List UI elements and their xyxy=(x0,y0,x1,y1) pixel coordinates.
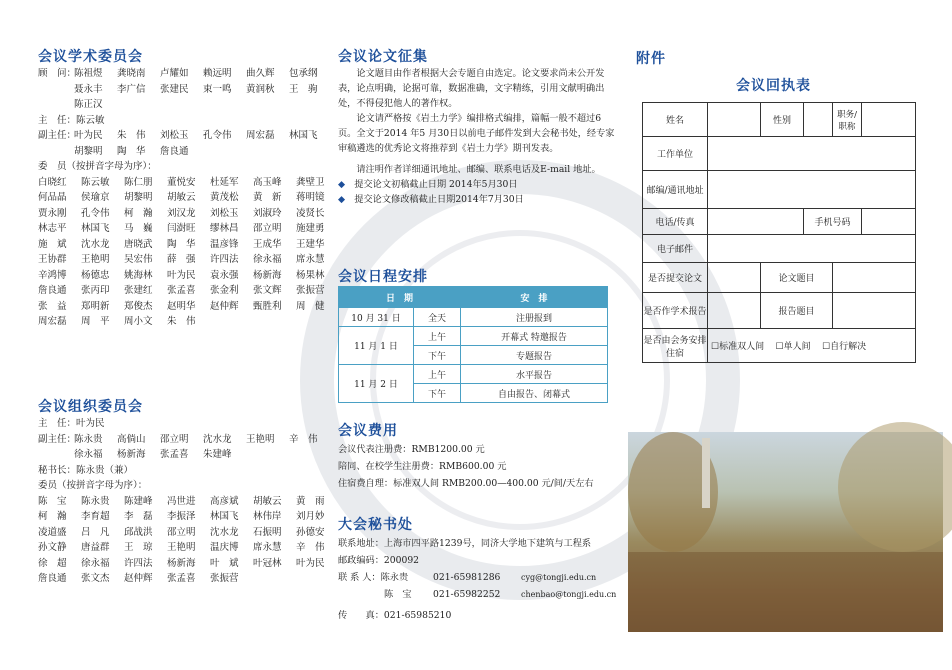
committee-member-name: 姚海林 xyxy=(124,269,153,281)
committee-member-name: 张孟喜 xyxy=(167,573,196,584)
committee-member-name: 陶 华 xyxy=(167,238,196,250)
committee-member-name: 沈水龙 xyxy=(210,526,239,538)
schedule-plan: 水平报告 xyxy=(461,365,608,384)
committee-member-name: 林伟岸 xyxy=(253,511,282,522)
form-label: 是否由会务安排住宿 xyxy=(643,329,708,363)
committee-member-name: 陈正汉 xyxy=(74,99,103,110)
form-field-position[interactable] xyxy=(862,103,916,137)
committee-role-label: 顾 问： xyxy=(38,68,77,79)
committee-role-label: 副主任： xyxy=(38,433,77,445)
committee-member-name: 黄 新 xyxy=(253,192,282,203)
committee-member-name: 陈建峰 xyxy=(124,495,153,507)
diamond-bullet-icon: ◆ xyxy=(338,179,346,190)
papers-paragraph: 请注明作者详细通讯地址、邮编、联系电话及E-mail 地址。 xyxy=(338,164,601,175)
committee-member-name: 刘淑玲 xyxy=(253,207,282,219)
committee-member-name: 卢耀如 xyxy=(160,68,189,79)
committee-member-name: 赵仲辉 xyxy=(210,300,239,312)
committee-role-value: 陈云敏 xyxy=(76,114,105,126)
schedule-header-date: 日 期 xyxy=(339,287,461,308)
committee-member-name: 黄润秋 xyxy=(246,83,275,95)
papers-paragraph: 论文题目由作者根据大会专题自由选定。论文要求尚未公开发表，论点明确，论据可靠，数据准确，文字精练，引用文献明确出处，不得侵犯他人的著作权。 xyxy=(338,68,605,109)
committee-role-value: 陈永贵（兼） xyxy=(76,464,134,476)
schedule-plan: 开幕式 特邀报告 xyxy=(461,327,608,346)
committee-member-name: 徐永福 xyxy=(253,254,282,265)
committee-member-name: 张振营 xyxy=(210,573,239,584)
committee-member-name: 张文辉 xyxy=(253,285,282,296)
committee-member-name: 胡敏云 xyxy=(253,495,282,507)
committee-member-name: 刘月妙 xyxy=(296,511,325,522)
committee-member-name: 詹良通 xyxy=(38,573,67,584)
committee-member-name: 叶为民 xyxy=(167,269,196,281)
committee-role-label xyxy=(38,82,74,98)
committee-member-name: 唐益群 xyxy=(81,542,110,553)
committee-member-name: 周 健 xyxy=(296,300,325,312)
committee-member-name: 袁永强 xyxy=(210,269,239,281)
committee-member-name: 林志平 xyxy=(38,223,67,234)
committee-member-name: 王成华 xyxy=(253,238,282,250)
committee-member-name: 周小文 xyxy=(124,316,153,327)
deadline-item: ◆ 提交论文初稿截止日期 2014年5月30日 xyxy=(338,179,518,190)
committee-member-name: 许四法 xyxy=(124,557,153,569)
papers-body xyxy=(338,66,616,207)
committee-member-name: 孙文静 xyxy=(38,542,67,553)
form-label: 是否作学术报告 xyxy=(643,293,708,329)
committee-line xyxy=(38,159,339,175)
schedule-plan: 注册报到 xyxy=(461,308,608,327)
committee-member-name: 甄胜利 xyxy=(253,300,282,312)
committee-member-name: 邱战洪 xyxy=(124,526,153,538)
committee-member-name: 郑俊杰 xyxy=(124,300,153,312)
committee-role-label xyxy=(38,447,74,463)
org-committee-body xyxy=(38,416,339,587)
deadline-item: ◆ 提交论文修改稿截止日期2014年7月30日 xyxy=(338,194,524,205)
contact-row: 联 系 人：陈永贵 021-65981286 cyg@tongji.edu.cn xyxy=(338,572,597,583)
form-field-report-title[interactable] xyxy=(833,293,916,329)
committee-member-name: 施建勇 xyxy=(296,223,325,234)
committee-member-name: 赵明华 xyxy=(167,300,196,312)
schedule-session: 上午 xyxy=(414,365,461,384)
name-row xyxy=(38,206,339,222)
committee-member-name: 曲久辉 xyxy=(246,68,275,79)
name-row xyxy=(38,571,339,587)
committee-member-name: 束一鸣 xyxy=(203,83,232,95)
committee-member-name: 凌贤长 xyxy=(296,207,325,219)
name-row xyxy=(38,283,339,299)
name-row xyxy=(38,221,339,237)
committee-member-name: 沈水龙 xyxy=(203,433,232,445)
committee-member-name: 郑明新 xyxy=(81,300,110,312)
form-field-name[interactable] xyxy=(708,103,761,137)
committee-member-name: 席永慧 xyxy=(253,542,282,553)
committee-member-name: 陈 宝 xyxy=(38,495,67,507)
schedule-date: 11 月 2 日 xyxy=(339,365,414,403)
committee-member-name: 辛鸿博 xyxy=(38,269,67,281)
committee-member-name: 王艳明 xyxy=(167,542,196,553)
org-committee-title: 会议组织委员会 xyxy=(38,399,143,415)
diamond-bullet-icon: ◆ xyxy=(338,194,346,205)
committee-member-name: 杨果林 xyxy=(296,269,325,281)
committee-role-value: 叶为民 xyxy=(76,418,105,429)
committee-member-name: 林国飞 xyxy=(210,511,239,522)
committee-line xyxy=(38,463,339,479)
committee-member-name: 周宏磊 xyxy=(246,130,275,141)
committee-member-name: 詹良通 xyxy=(160,145,189,157)
fee-line: 会议代表注册费：RMB1200.00 元 xyxy=(338,444,485,455)
committee-member-name: 叶冠林 xyxy=(253,557,282,569)
committee-member-name: 侯瑜京 xyxy=(81,192,110,203)
reply-form xyxy=(642,102,916,363)
form-field-gender[interactable] xyxy=(804,103,833,137)
committee-member-name: 王 琼 xyxy=(124,542,153,553)
committee-member-name: 何品晶 xyxy=(38,192,67,203)
committee-member-name: 赖远明 xyxy=(203,68,232,79)
committee-member-name: 王协群 xyxy=(38,254,67,265)
papers-title: 会议论文征集 xyxy=(338,49,428,65)
campus-photo xyxy=(628,432,943,632)
committee-member-name: 杨新海 xyxy=(253,269,282,281)
form-field-submit[interactable] xyxy=(708,263,761,293)
schedule-session: 下午 xyxy=(414,346,461,365)
committee-member-name: 龚晓南 xyxy=(117,68,146,79)
committee-line xyxy=(38,478,339,494)
committee-member-name: 张建红 xyxy=(124,285,153,296)
committee-member-name: 温彦锋 xyxy=(210,238,239,250)
name-row xyxy=(38,190,339,206)
name-row xyxy=(38,97,339,113)
form-label: 手机号码 xyxy=(804,209,862,235)
committee-member-name: 孔令伟 xyxy=(81,207,110,219)
committee-member-name: 李 磊 xyxy=(124,511,153,522)
committee-member-name: 薛 强 xyxy=(167,254,196,265)
committee-member-name: 聂永丰 xyxy=(74,83,103,95)
name-row xyxy=(38,540,339,556)
name-row xyxy=(38,237,339,253)
schedule-plan: 专题报告 xyxy=(461,346,608,365)
committee-member-name: 杜延军 xyxy=(210,176,239,188)
committee-member-name: 陈云敏 xyxy=(81,176,110,188)
committee-member-name: 李振泽 xyxy=(167,511,196,522)
committee-member-name: 温庆博 xyxy=(210,542,239,553)
form-field-email[interactable] xyxy=(708,235,916,263)
committee-role-label: 委员（按拼音字母为序）： xyxy=(38,480,148,491)
committee-line xyxy=(38,113,339,129)
committee-member-name: 刘松玉 xyxy=(160,130,189,141)
committee-member-name: 叶为民 xyxy=(296,557,325,569)
committee-member-name: 邵立明 xyxy=(160,433,189,445)
name-row xyxy=(38,252,339,268)
name-row xyxy=(38,509,339,525)
committee-role-label xyxy=(38,144,74,160)
committee-member-name: 凌道盛 xyxy=(38,526,67,538)
form-label: 工作单位 xyxy=(643,137,708,171)
committee-member-name: 王 驹 xyxy=(289,83,318,95)
committee-member-name: 王建华 xyxy=(296,238,325,250)
form-label: 性别 xyxy=(761,103,804,137)
committee-member-name: 闫澍旺 xyxy=(167,223,196,234)
committee-member-name: 张 益 xyxy=(38,300,67,312)
committee-member-name: 叶 斌 xyxy=(210,557,239,569)
committee-member-name: 柯 瀚 xyxy=(38,511,67,522)
form-label: 论文题目 xyxy=(761,263,833,293)
committee-role-label xyxy=(38,97,74,113)
committee-member-name: 刘松玉 xyxy=(210,207,239,219)
fees-title: 会议费用 xyxy=(338,423,398,439)
name-row xyxy=(38,556,339,572)
committee-member-name: 黄茂松 xyxy=(210,192,239,203)
committee-member-name: 杨新海 xyxy=(167,557,196,569)
committee-member-name: 辛 伟 xyxy=(289,433,318,445)
checkbox-icon xyxy=(711,342,719,352)
committee-member-name: 朱 伟 xyxy=(117,130,146,141)
name-row xyxy=(38,314,339,330)
academic-committee-body xyxy=(38,66,339,330)
committee-member-name: 张文杰 xyxy=(81,573,110,584)
committee-member-name: 邵立明 xyxy=(167,526,196,538)
committee-member-name: 辛 伟 xyxy=(296,542,325,553)
form-field-paper-title[interactable] xyxy=(833,263,916,293)
committee-member-name: 马 巍 xyxy=(124,223,153,234)
committee-role-label: 秘书长： xyxy=(38,464,77,476)
checkbox-icon xyxy=(776,342,784,352)
fee-line: 住宿费自理：标准双人间 RMB200.00—400.00 元/间/天左右 xyxy=(338,478,594,489)
form-label: 电话/传真 xyxy=(643,209,708,235)
committee-member-name: 张振营 xyxy=(296,285,325,296)
committee-member-name: 陶 华 xyxy=(117,145,146,157)
form-label: 报告题目 xyxy=(761,293,833,329)
name-row xyxy=(38,494,339,510)
committee-role-label: 主 任： xyxy=(38,418,77,429)
committee-member-name: 徐永福 xyxy=(81,557,110,569)
committee-member-name: 周 平 xyxy=(81,316,110,327)
form-field-unit[interactable] xyxy=(708,137,916,171)
committee-member-name: 沈水龙 xyxy=(81,238,110,250)
committee-member-name: 刘汉龙 xyxy=(167,207,196,219)
form-label: 邮编/通讯地址 xyxy=(643,171,708,209)
fees-body xyxy=(338,441,594,492)
committee-member-name: 施 斌 xyxy=(38,238,67,250)
committee-member-name: 席永慧 xyxy=(296,254,325,265)
committee-member-name: 陈永贵 xyxy=(74,433,103,445)
lodging-options xyxy=(708,329,916,363)
secretariat-title: 大会秘书处 xyxy=(338,517,413,533)
committee-member-name: 徐永福 xyxy=(74,449,103,460)
committee-member-name: 贾永刚 xyxy=(38,207,67,219)
checkbox-self-arranged[interactable]: ☐ 自行解决 xyxy=(822,342,866,352)
committee-member-name: 赵仲辉 xyxy=(124,573,153,584)
committee-member-name: 张孟喜 xyxy=(160,449,189,460)
committee-member-name: 孔令伟 xyxy=(203,130,232,141)
name-row xyxy=(38,128,339,144)
committee-member-name: 吴宏伟 xyxy=(124,254,153,265)
committee-member-name: 孙德安 xyxy=(296,526,325,538)
papers-paragraph: 论文请严格按《岩土力学》编排格式编排，篇幅一般不超过6 页。全文于2014 年5 月30日以前电子邮件发到大会秘书处，经专家审稿遴选的优秀论文将推荐到《岩土力学》期刊发表。 xyxy=(338,113,615,154)
form-label: 姓名 xyxy=(643,103,708,137)
schedule-session: 全天 xyxy=(414,308,461,327)
committee-member-name: 胡黎明 xyxy=(124,192,153,203)
name-row xyxy=(38,144,339,160)
committee-member-name: 高倘山 xyxy=(117,433,146,445)
committee-member-name: 朱建峰 xyxy=(203,449,232,460)
committee-member-name: 许四法 xyxy=(210,254,239,265)
committee-member-name: 叶为民 xyxy=(74,130,103,141)
committee-member-name: 黄 雨 xyxy=(296,495,325,507)
committee-member-name: 龚壁卫 xyxy=(296,176,325,188)
committee-member-name: 包承纲 xyxy=(289,68,318,79)
committee-member-name: 陈永贵 xyxy=(81,495,110,507)
committee-role-label: 副主任： xyxy=(38,130,77,141)
name-row xyxy=(38,432,339,448)
committee-member-name: 蒋明镜 xyxy=(296,192,325,203)
committee-member-name: 杨德忠 xyxy=(81,269,110,281)
schedule-title: 会议日程安排 xyxy=(338,269,428,285)
committee-member-name: 柯 瀚 xyxy=(124,207,153,219)
fee-line: 陪同、在校学生注册费：RMB600.00 元 xyxy=(338,461,507,472)
schedule-session: 下午 xyxy=(414,384,461,403)
committee-member-name: 林国飞 xyxy=(81,223,110,234)
name-row xyxy=(38,525,339,541)
committee-member-name: 徐 超 xyxy=(38,557,67,569)
committee-member-name: 李广信 xyxy=(117,83,146,95)
checkbox-double-room[interactable]: ☐ 标准双人间 xyxy=(711,342,764,352)
committee-member-name: 林国飞 xyxy=(289,130,318,141)
committee-member-name: 高彦斌 xyxy=(210,495,239,507)
schedule-table xyxy=(338,286,608,403)
contact-row: 陈 宝 021-65982252 chenbao@tongji.edu.cn xyxy=(384,589,617,600)
committee-member-name: 胡黎明 xyxy=(74,145,103,157)
committee-member-name: 缪林昌 xyxy=(210,223,239,234)
committee-member-name: 胡敏云 xyxy=(167,192,196,203)
form-label: 职务/职称 xyxy=(833,103,862,137)
form-field-mobile[interactable] xyxy=(862,209,916,235)
name-row xyxy=(38,268,339,284)
form-title: 会议回执表 xyxy=(736,78,811,94)
committee-role-label: 委 员（按拼音字母为序）： xyxy=(38,161,157,172)
committee-member-name: 朱 伟 xyxy=(167,316,196,327)
form-label: 电子邮件 xyxy=(643,235,708,263)
committee-member-name: 詹良通 xyxy=(38,285,67,296)
schedule-plan: 自由报告、闭幕式 xyxy=(461,384,608,403)
secretariat-fax: 传 真：021-65985210 xyxy=(338,610,452,621)
committee-role-label: 主 任： xyxy=(38,114,77,126)
committee-member-name: 王艳明 xyxy=(81,254,110,265)
committee-member-name: 张金利 xyxy=(210,285,239,296)
checkbox-icon xyxy=(822,342,830,352)
committee-member-name: 陈仁朋 xyxy=(124,176,153,188)
obelisk-icon xyxy=(702,438,710,508)
checkbox-single-room[interactable]: ☐ 单人间 xyxy=(776,342,811,352)
committee-member-name: 唐晓武 xyxy=(124,238,153,250)
form-field-report[interactable] xyxy=(708,293,761,329)
name-row xyxy=(38,175,339,191)
schedule-session: 上午 xyxy=(414,327,461,346)
committee-line xyxy=(38,416,339,432)
committee-member-name: 王艳明 xyxy=(246,433,275,445)
schedule-date: 10 月 31 日 xyxy=(339,308,414,327)
committee-member-name: 吕 凡 xyxy=(81,526,110,538)
committee-member-name: 董悦安 xyxy=(167,176,196,188)
committee-member-name: 冯世进 xyxy=(167,495,196,507)
committee-member-name: 张建民 xyxy=(160,83,189,95)
name-row xyxy=(38,66,339,82)
committee-member-name: 白晓红 xyxy=(38,176,67,188)
committee-member-name: 高玉峰 xyxy=(253,176,282,188)
committee-member-name: 杨新海 xyxy=(117,449,146,460)
committee-member-name: 张孟喜 xyxy=(167,285,196,296)
name-row xyxy=(38,299,339,315)
committee-member-name: 张丙印 xyxy=(81,285,110,296)
committee-member-name: 石振明 xyxy=(253,526,282,538)
academic-committee-title: 会议学术委员会 xyxy=(38,49,143,65)
schedule-header-plan: 安 排 xyxy=(461,287,608,308)
committee-member-name: 陈祖煜 xyxy=(74,68,103,79)
secretariat-address: 联系地址：上海市四平路1239号，同济大学地下建筑与工程系 xyxy=(338,538,592,549)
form-field-address[interactable] xyxy=(708,171,916,209)
form-label: 是否提交论文 xyxy=(643,263,708,293)
committee-member-name: 周宏磊 xyxy=(38,316,67,327)
form-field-phone[interactable] xyxy=(708,209,804,235)
appendix-title: 附件 xyxy=(636,51,666,67)
committee-member-name: 邵立明 xyxy=(253,223,282,234)
secretariat-zip: 邮政编码：200092 xyxy=(338,555,420,566)
committee-member-name: 李育超 xyxy=(81,511,110,522)
name-row xyxy=(38,82,339,98)
schedule-date: 11 月 1 日 xyxy=(339,327,414,365)
secretariat-body xyxy=(338,535,623,624)
name-row xyxy=(38,447,339,463)
